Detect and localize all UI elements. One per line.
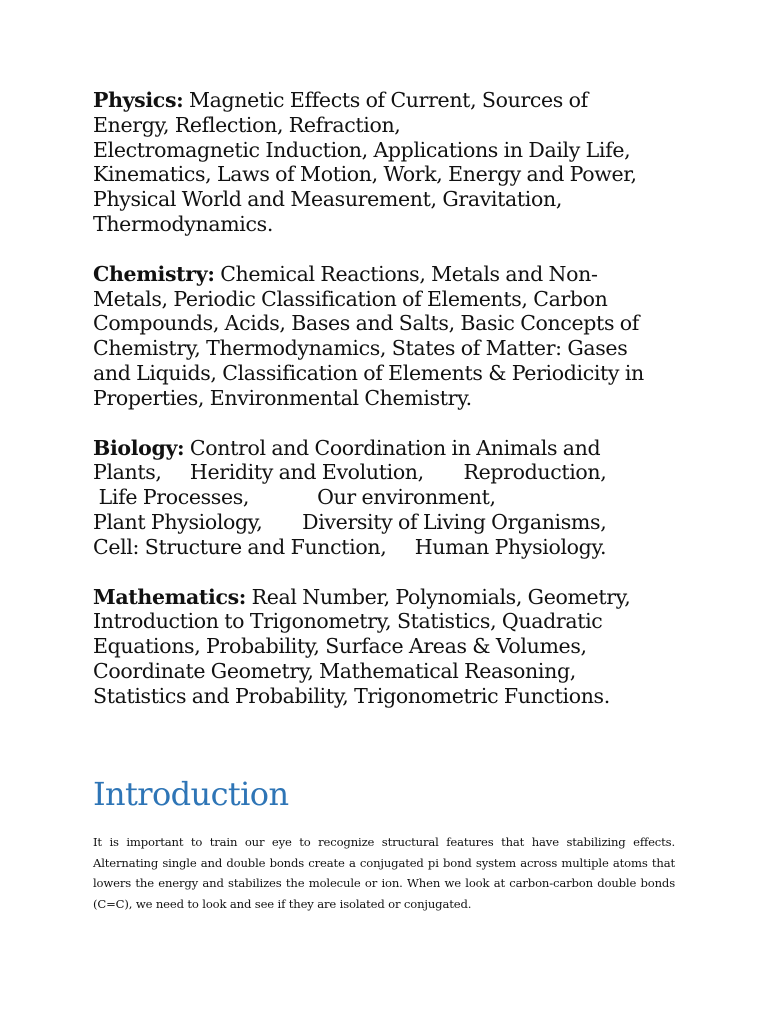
- mathematics-line-2: Introduction to Trigonometry, Statistics, Quadratic: [93, 609, 603, 634]
- physics-label: Physics:: [93, 88, 184, 112]
- biology-line-1: [93, 436, 683, 461]
- chemistry-line-1: [93, 262, 683, 287]
- chemistry-label: Chemistry:: [93, 261, 215, 286]
- physics-line-5: Physical World and Measurement, Gravitation,: [93, 187, 563, 212]
- chemistry-line-5: and Liquids, Classification of Elements & Periodicity in: [93, 360, 644, 385]
- biology-paragraph: [93, 436, 683, 560]
- subjects-section: [93, 88, 683, 734]
- physics-paragraph: [93, 88, 683, 237]
- biology-label: Biology:: [93, 435, 185, 460]
- mathematics-paragraph: [93, 585, 683, 709]
- physics-line-1-text: Magnetic Effects of Current, Sources of: [183, 88, 588, 112]
- mathematics-line-5: Statistics and Probability, Trigonometric Functions.: [93, 683, 610, 708]
- physics-line-2: Energy, Reflection, Refraction,: [93, 112, 401, 137]
- mathematics-line-4: Coordinate Geometry, Mathematical Reasoning,: [93, 658, 576, 683]
- physics-line-3: Electromagnetic Induction, Applications in Daily Life,: [93, 137, 631, 162]
- biology-line-5: Cell: Structure and Function, Human Physiology.: [93, 534, 607, 559]
- physics-line-1: [93, 88, 683, 113]
- chemistry-line-4: Chemistry, Thermodynamics, States of Matter: Gases: [93, 336, 628, 361]
- biology-line-4: Plant Physiology, Diversity of Living Organisms,: [93, 509, 607, 534]
- biology-line-3: Life Processes, Our environment,: [93, 485, 496, 510]
- biology-line-2: Plants, Heridity and Evolution, Reproduction,: [93, 460, 607, 485]
- mathematics-line-1-text: Real Number, Polynomials, Geometry,: [246, 584, 631, 609]
- biology-line-1-text: Control and Coordination in Animals and: [184, 435, 601, 460]
- physics-line-6: Thermodynamics.: [93, 211, 273, 236]
- mathematics-line-1: [93, 585, 683, 610]
- chemistry-paragraph: [93, 262, 683, 411]
- mathematics-label: Mathematics:: [93, 584, 247, 609]
- mathematics-line-3: Equations, Probability, Surface Areas & Volumes,: [93, 634, 587, 659]
- chemistry-line-6: Properties, Environmental Chemistry.: [93, 385, 472, 410]
- introduction-heading: Introduction: [93, 775, 289, 813]
- chemistry-line-3: Compounds, Acids, Bases and Salts, Basic Concepts of: [93, 311, 640, 336]
- introduction-body: It is important to train our eye to recognize structural features that have stabilizing effects. Alternating single and double bonds create a conjugated pi bond system across multiple atoms that lowers the energy and stabilizes the molecule or ion. When we look at carbon-carbon double bonds (C=C), we need to look and see if they are isolated or conjugated.: [93, 835, 675, 911]
- physics-line-4: Kinematics, Laws of Motion, Work, Energy and Power,: [93, 162, 637, 187]
- chemistry-line-2: Metals, Periodic Classification of Elements, Carbon: [93, 286, 608, 311]
- chemistry-line-1-text: Chemical Reactions, Metals and Non-: [214, 261, 598, 286]
